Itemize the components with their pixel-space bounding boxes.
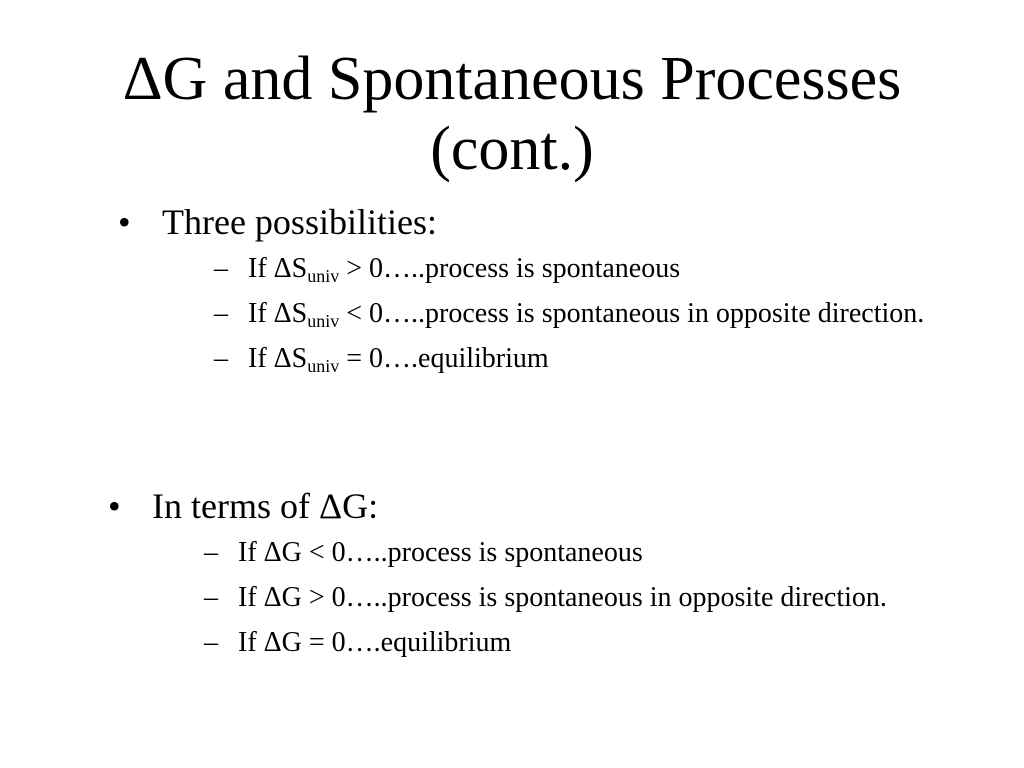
slide-title-line-2: (cont.): [430, 115, 594, 183]
bullet-heading: Three possibilities:: [162, 202, 437, 242]
bullet-list-gibbs: [108, 483, 908, 670]
sub-item-entropy-positive: [162, 251, 968, 287]
sub-item-suffix: < 0…..process is spontaneous in opposite direction.: [339, 298, 925, 329]
sub-list-gibbs: [152, 535, 908, 661]
sub-item-text: If ΔG < 0…..process is spontaneous: [238, 537, 643, 568]
bullet-heading: In terms of ΔG:: [152, 486, 379, 526]
sub-item-prefix: If ΔS: [248, 343, 308, 374]
sub-item-dg-zero: [152, 625, 938, 661]
sub-item-entropy-negative: [162, 296, 968, 332]
subscript-univ: univ: [307, 311, 340, 331]
dash-icon: –: [204, 537, 218, 568]
sub-item-text: If ΔG > 0…..process is spontaneous in opposite direction.: [238, 582, 887, 613]
dash-icon: –: [204, 582, 218, 613]
dash-icon: –: [204, 627, 218, 658]
sub-item-entropy-zero: [162, 341, 968, 377]
subscript-univ: univ: [307, 266, 340, 286]
sub-item-suffix: = 0….equilibrium: [339, 343, 549, 374]
sub-item-prefix: If ΔS: [248, 253, 308, 284]
sub-list-entropy: [162, 251, 925, 377]
dash-icon: –: [214, 253, 228, 284]
dash-icon: –: [214, 298, 228, 329]
slide-title: [0, 44, 1024, 184]
bullet-item-in-terms-of-dg: [108, 483, 908, 661]
sub-item-dg-negative: [152, 535, 938, 571]
bullet-icon: •: [108, 486, 121, 526]
sub-item-text: If ΔG = 0….equilibrium: [238, 627, 512, 658]
slide-title-line-1: ΔG and Spontaneous Processes: [122, 45, 902, 113]
dash-icon: –: [214, 343, 228, 374]
bullet-list-entropy: [118, 199, 925, 386]
sub-item-dg-positive: [152, 580, 938, 616]
sub-item-suffix: > 0…..process is spontaneous: [339, 253, 681, 284]
subscript-univ: univ: [307, 356, 340, 376]
sub-item-prefix: If ΔS: [248, 298, 308, 329]
bullet-item-three-possibilities: [118, 199, 925, 377]
bullet-icon: •: [118, 202, 131, 242]
